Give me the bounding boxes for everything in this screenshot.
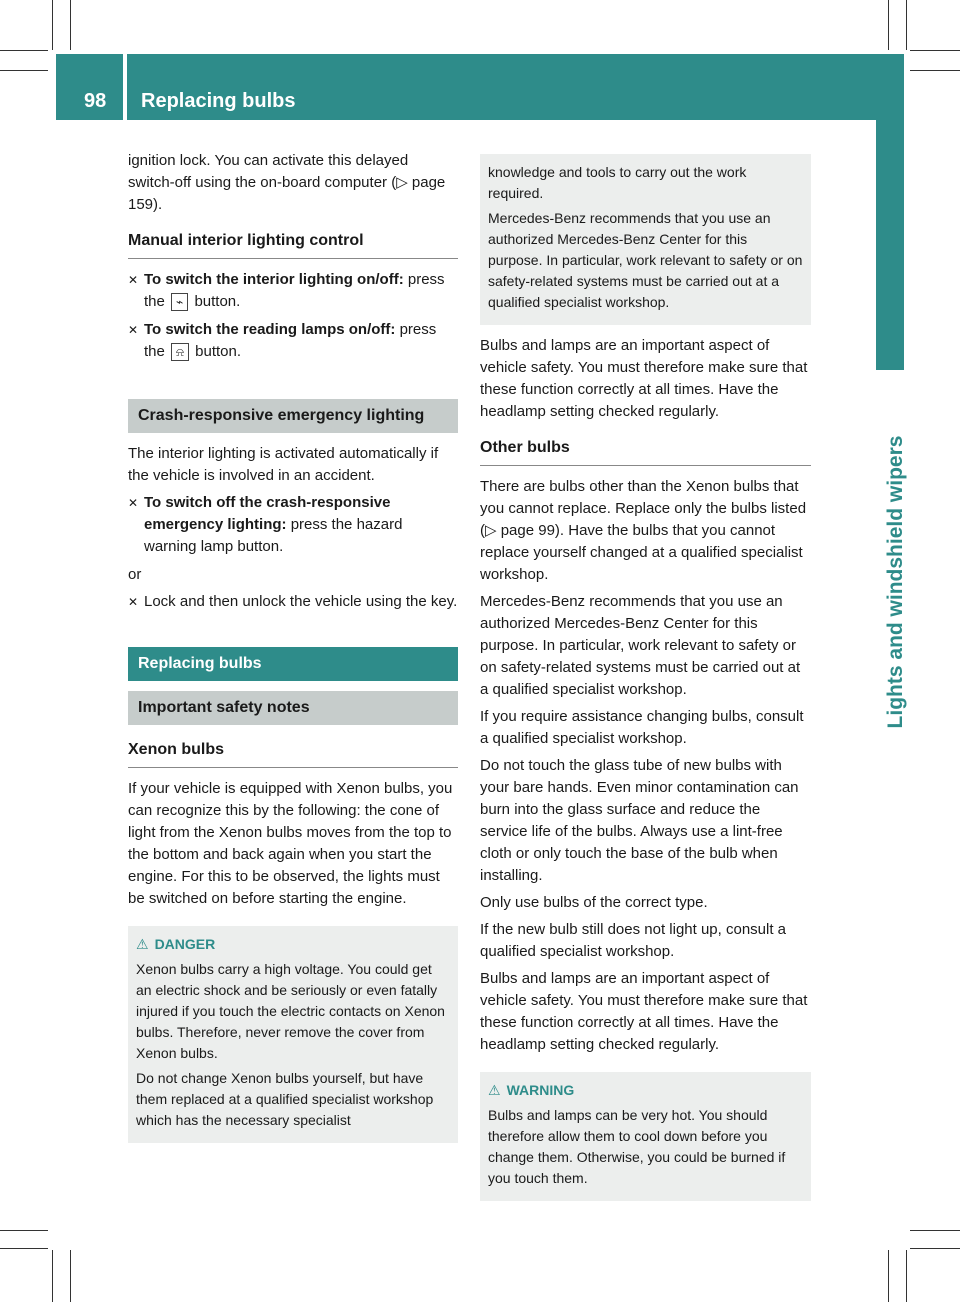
step-text: button. (195, 343, 242, 360)
bulbs-paragraph: Bulbs and lamps are an important aspect of vehicle safety. You must therefore make sure that these function correctly at all times. Have the headlamp setting checked regularly. (480, 337, 808, 420)
crop-mark (70, 1250, 71, 1302)
step-interior-lighting (128, 269, 458, 313)
danger-paragraph: Xenon bulbs carry a high voltage. You could get an electric shock and be seriously or even fatally injured if you touch the electric contacts on Xenon bulbs. Therefore, never remove the cover from Xenon bulbs. (136, 961, 445, 1061)
step-text: press the (144, 321, 437, 360)
warning-box (480, 1072, 811, 1201)
crop-mark (888, 0, 889, 50)
step-text: Lock and then unlock the vehicle using the key. (144, 593, 458, 610)
other-paragraph: Do not touch the glass tube of new bulbs with your bare hands. Even minor contamination can burn into the glass surface and reduce the service life of the bulbs. Always use a lint-free cloth or only touch the base of the bulb when installing. (480, 757, 799, 884)
side-tab-label: Lights and windshield wipers (884, 435, 907, 729)
warning-title (488, 1080, 803, 1101)
side-tab-block (876, 120, 904, 370)
crop-mark (906, 0, 907, 50)
other-paragraph: Only use bulbs of the correct type. (480, 894, 708, 911)
step-text: button. (194, 293, 241, 310)
crop-mark (0, 1248, 48, 1249)
step-crash-lighting (128, 492, 458, 558)
step-reading-lamps (128, 319, 458, 363)
xenon-paragraph: If your vehicle is equipped with Xenon bulbs, you can recognize this by the following: the cone of light from the Xenon bulbs moves from the top to the bottom and back again when you start the engine. For this to be observed, the lights must be switched on before starting the engine. (128, 780, 453, 907)
reading-lamp-icon: ⍾ (171, 343, 189, 361)
crop-mark (0, 70, 48, 71)
or-text: or (128, 566, 142, 583)
xenon-heading: Xenon bulbs (128, 739, 458, 768)
crop-mark (70, 0, 71, 50)
danger-box-continued (480, 154, 811, 325)
box-paragraph: Mercedes-Benz recommends that you use an authorized Mercedes-Benz Center for this purpose. In particular, work relevant to safety or on safety-related systems must be carried out at a qualified specialist workshop. (488, 210, 803, 310)
step-bold: To switch the reading lamps on/off: (144, 321, 396, 338)
crop-mark (910, 1248, 960, 1249)
running-title: Replacing bulbs (141, 90, 296, 112)
step-text: press the (144, 271, 445, 310)
header-divider (123, 54, 127, 120)
danger-title (136, 934, 450, 955)
other-paragraph: If you require assistance changing bulbs, consult a qualified specialist workshop. (480, 708, 804, 747)
crash-heading: Crash-responsive emergency lighting (128, 399, 458, 433)
other-paragraph: If the new bulb still does not light up, consult a qualified specialist workshop. (480, 921, 787, 960)
danger-paragraph: Do not change Xenon bulbs yourself, but have them replaced at a qualified specialist workshop which has the necessary specialist (136, 1070, 434, 1128)
crop-mark (0, 50, 48, 51)
other-bulbs-heading: Other bulbs (480, 437, 811, 466)
crop-mark (906, 1250, 907, 1302)
safety-heading: Important safety notes (128, 691, 458, 725)
interior-light-icon: ⌁ (171, 293, 188, 311)
danger-box (128, 926, 458, 1143)
step-bold: To switch the interior lighting on/off: (144, 271, 404, 288)
step-arrow-icon: ✕ (128, 273, 139, 287)
intro-paragraph: ignition lock. You can activate this delayed switch-off using the on-board computer (▷ page 159). (128, 152, 446, 213)
step-text: press the hazard warning lamp button. (144, 516, 403, 555)
replacing-heading: Replacing bulbs (128, 647, 458, 681)
warning-paragraph: Bulbs and lamps can be very hot. You should therefore allow them to cool down before you change them. Otherwise, you could be burned if you touch them. (488, 1107, 786, 1186)
step-arrow-icon: ✕ (128, 323, 139, 337)
step-lock-unlock (128, 591, 458, 613)
warning-triangle-icon: ⚠ (488, 1082, 501, 1098)
left-column (128, 150, 458, 1153)
side-tab (876, 420, 907, 740)
other-paragraph: There are bulbs other than the Xenon bulbs that you cannot replace. Replace only the bulbs listed (▷ page 99). Have the bulbs that you cannot replace yourself changed at a qualified specialist workshop. (480, 478, 807, 583)
crop-mark (910, 70, 960, 71)
right-column (480, 150, 811, 1211)
warning-label: WARNING (506, 1082, 575, 1098)
other-paragraph: Bulbs and lamps are an important aspect of vehicle safety. You must therefore make sure that these function correctly at all times. Have the headlamp setting checked regularly. (480, 970, 808, 1053)
other-paragraph: Mercedes-Benz recommends that you use an authorized Mercedes-Benz Center for this purpose. In particular, work relevant to safety or on safety-related systems must be carried out at a qualified specialist workshop. (480, 593, 801, 698)
crop-mark (888, 1250, 889, 1302)
crash-paragraph: The interior lighting is activated automatically if the vehicle is involved in an accident. (128, 445, 439, 484)
box-paragraph: knowledge and tools to carry out the work required. (488, 164, 747, 201)
page-number: 98 (84, 90, 107, 112)
crop-mark (910, 50, 960, 51)
crop-mark (0, 1230, 48, 1231)
danger-label: DANGER (154, 936, 216, 952)
crop-mark (52, 1250, 53, 1302)
warning-triangle-icon: ⚠ (136, 936, 149, 952)
manual-heading: Manual interior lighting control (128, 230, 458, 259)
crop-mark (52, 0, 53, 50)
step-bold: To switch off the crash-responsive emergency lighting: (144, 494, 391, 533)
crop-mark (910, 1230, 960, 1231)
step-arrow-icon: ✕ (128, 496, 139, 510)
step-arrow-icon: ✕ (128, 595, 139, 609)
